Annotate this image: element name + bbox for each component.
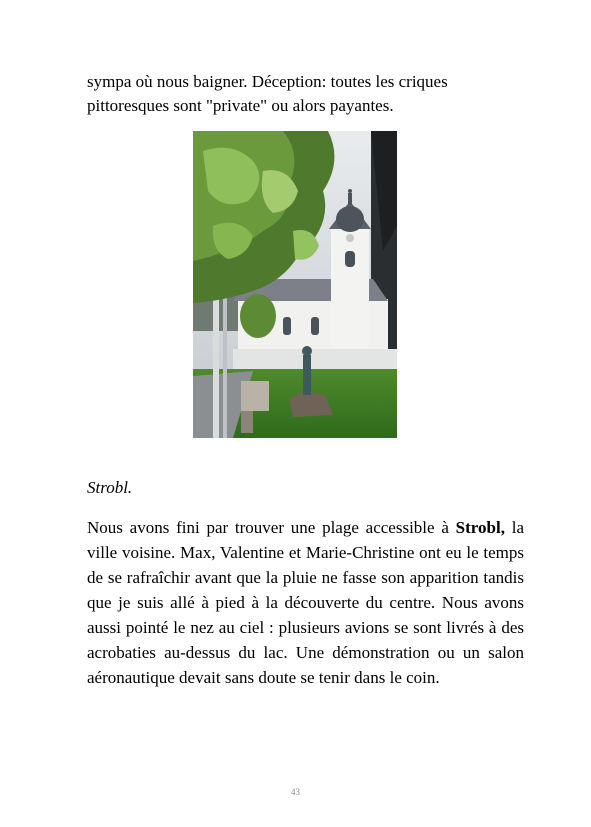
page-number: 43 — [291, 787, 300, 797]
photo-caption: Strobl. — [87, 478, 133, 497]
top-paragraph-line: sympa où nous baigner. Déception: toutes les criques — [87, 72, 448, 91]
top-paragraph-line: pittoresques sont "private" ou alors payantes. — [87, 96, 394, 115]
place-name-bold: Strobl, — [455, 518, 505, 537]
main-paragraph-text — [87, 515, 524, 690]
church-photo — [193, 131, 397, 438]
main-paragraph — [87, 515, 524, 690]
top-paragraph — [87, 70, 517, 118]
main-paragraph-intro: Nous avons fini par trouver une plage accessible à — [87, 518, 456, 537]
main-paragraph-rest: la ville voisine. Max, Valentine et Marie-Christine ont eu le temps de se rafraîchir avant que la pluie ne fasse son apparition tandis que je suis allé à pied à la découverte du centre. Nous avons aussi pointé le nez au ciel : plusieurs avions se sont livrés à des acrobaties au-dessus du lac. Une démonstration ou un salon aéronautique devait sans doute se tenir dans le coin. — [87, 518, 524, 687]
